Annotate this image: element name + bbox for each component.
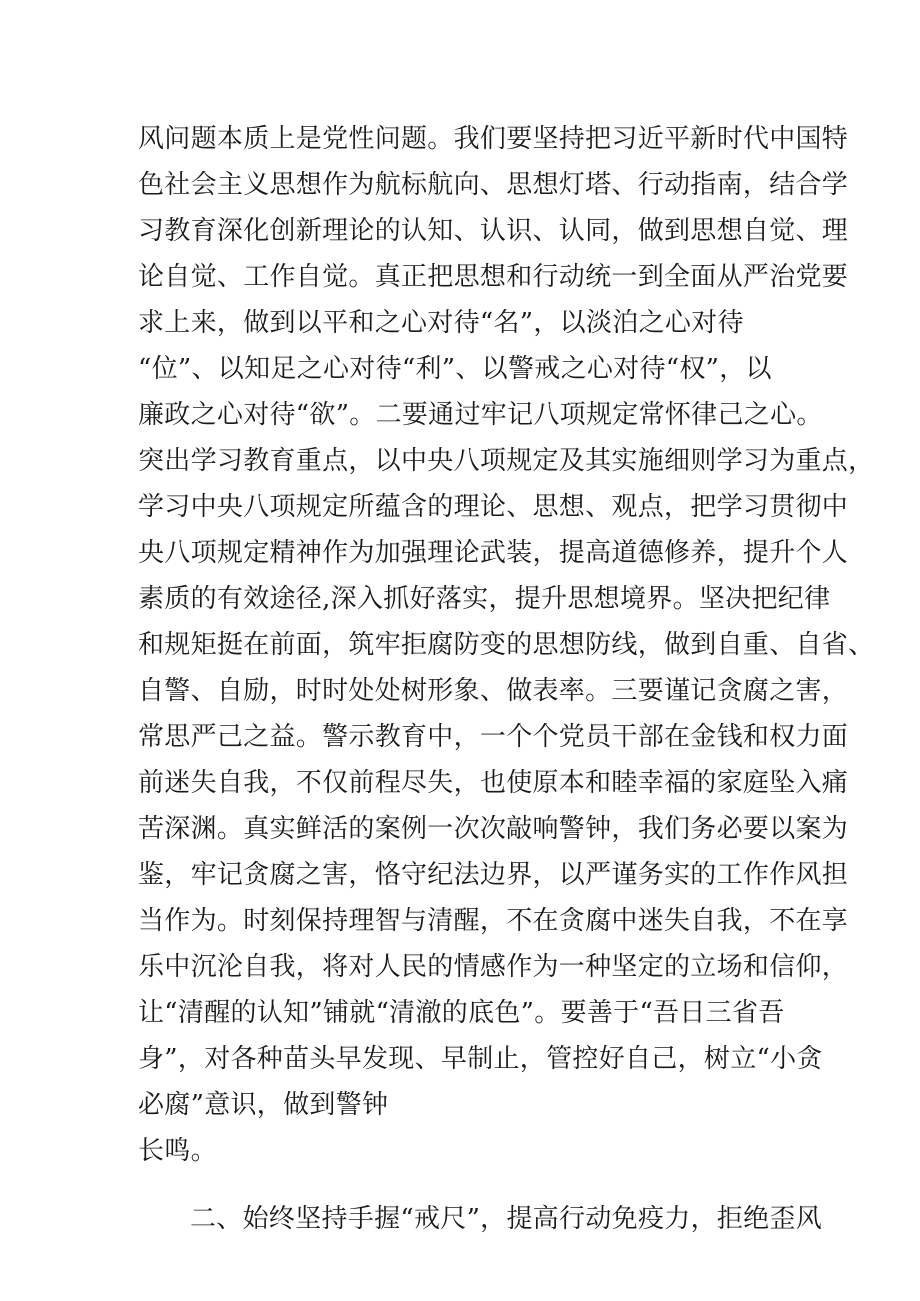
text-line: 央八项规定精神作为加强理论武装，提高道德修养，提升个人 [138, 538, 849, 568]
section-heading: 二、始终坚持手握“戒尺”，提高行动免疫力，拒绝歪风 [190, 1204, 823, 1234]
document-body [138, 116, 875, 1242]
text-line: 习教育深化创新理论的认知、认识、认同，做到思想自觉、理 [138, 216, 849, 246]
text-line: 鉴，牢记贪腐之害，恪守纪法边界，以严谨务实的工作作风担 [138, 860, 849, 890]
text-line: “位”、以知足之心对待“利”、以警戒之心对待“权”，以 [138, 354, 772, 384]
text-line: 学习中央八项规定所蕴含的理论、思想、观点，把学习贯彻中 [138, 492, 849, 522]
text-line: 苦深渊。真实鲜活的案例一次次敲响警钟，我们务必要以案为 [138, 814, 849, 844]
text-line: 乐中沉沦自我，将对人民的情感作为一种坚定的立场和信仰， [138, 952, 849, 982]
text-line: 常思严己之益。警示教育中，一个个党员干部在金钱和权力面 [138, 722, 849, 752]
text-line: 让“清醒的认知”铺就“清澈的底色”。要善于“吾日三省吾 [138, 998, 785, 1028]
text-line: 素质的有效途径,深入抓好落实，提升思想境界。坚决把纪律 [138, 584, 831, 614]
text-line: 必腐”意识，做到警钟 [138, 1090, 389, 1120]
text-line: 突出学习教育重点，以中央八项规定及其实施细则学习为重点， [138, 446, 875, 476]
text-line: 身”，对各种苗头早发现、早制止，管控好自己，树立“小贪 [138, 1044, 823, 1074]
text-line: 风问题本质上是党性问题。我们要坚持把习近平新时代中国特 [138, 124, 849, 154]
text-line: 长鸣。 [138, 1136, 217, 1166]
text-line: 求上来，做到以平和之心对待“名”，以淡泊之心对待 [138, 308, 744, 338]
text-line: 廉政之心对待“欲”。二要通过牢记八项规定常怀律己之心。 [138, 400, 823, 430]
text-line: 和规矩挺在前面，筑牢拒腐防变的思想防线，做到自重、自省、 [138, 630, 875, 660]
text-line: 色社会主义思想作为航标航向、思想灯塔、行动指南，结合学 [138, 170, 849, 200]
text-line: 当作为。时刻保持理智与清醒，不在贪腐中迷失自我，不在享 [138, 906, 849, 936]
text-line: 前迷失自我，不仅前程尽失，也使原本和睦幸福的家庭坠入痛 [138, 768, 849, 798]
text-line: 自警、自励，时时处处树形象、做表率。三要谨记贪腐之害， [138, 676, 849, 706]
text-line: 论自觉、工作自觉。真正把思想和行动统一到全面从严治党要 [138, 262, 849, 292]
